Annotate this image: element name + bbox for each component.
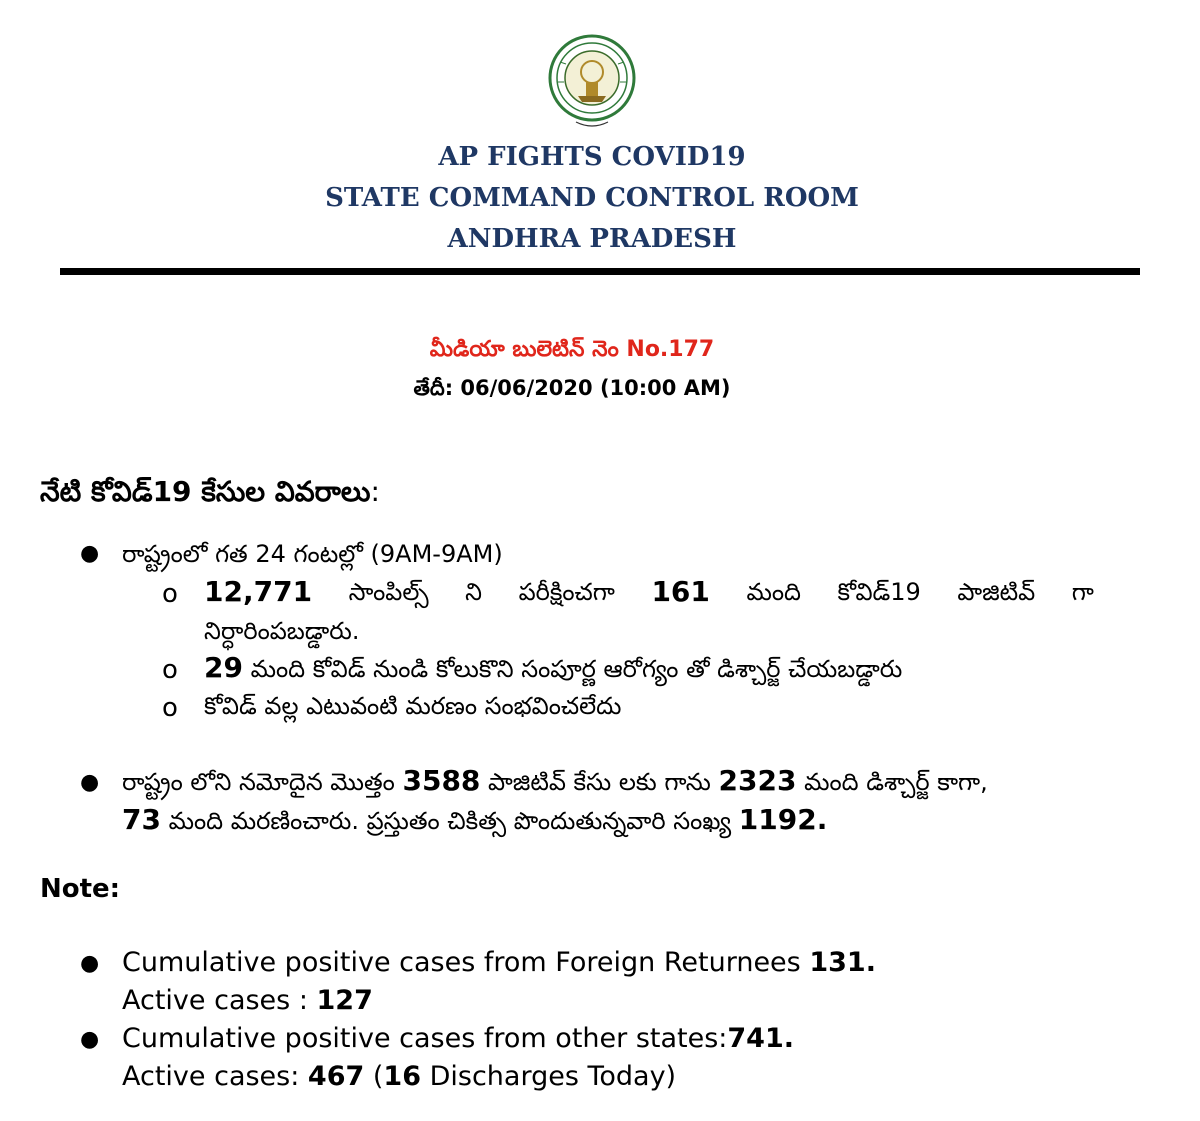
total-positive: 3588 [402, 764, 481, 797]
foreign-text: Cumulative positive cases from Foreign Returnees [122, 947, 810, 978]
cumulative-text-4: మంది మరణించారు. ప్రస్తుతం చికిత్స పొందుతున్నవారి సంఖ్య [160, 807, 739, 835]
foreign-count: 131. [809, 947, 876, 978]
header-line-2: STATE COMMAND CONTROL ROOM [325, 183, 859, 213]
samples-text: సాంపిల్స్ [348, 578, 429, 606]
cumulative-text-2: పాజిటివ్ కేసు లకు గాను [480, 768, 719, 796]
paren-open: ( [364, 1061, 384, 1092]
discharges-today-count: 16 [383, 1061, 421, 1092]
active-under-treatment: 1192. [738, 803, 828, 836]
date-value: : 06/06/2020 (10:00 AM) [444, 376, 731, 400]
total-discharged: 2323 [718, 764, 797, 797]
total-deaths: 73 [122, 803, 161, 836]
bullet-icon: ● [80, 1027, 100, 1052]
no-deaths-text: కోవిడ్ వల్ల ఎటువంటి మరణం సంభవించలేదు [204, 692, 622, 720]
ni-text: ని [465, 578, 483, 606]
header-line-3: ANDHRA PRADESH [447, 224, 737, 254]
last24-samples-line [204, 576, 1094, 608]
states-active-line [122, 1059, 676, 1095]
cumulative-text-3: మంది డిశ్చార్జ్ కాగా, [796, 768, 988, 796]
bullet-icon: ● [80, 770, 100, 795]
confirmed-text: నిర్ధారింపబడ్డారు. [204, 617, 360, 645]
foreign-active-count: 127 [316, 985, 373, 1016]
section-title-part1: నేటి కోవిడ్ [40, 475, 153, 508]
covid-text: కోవిడ్19 [837, 578, 921, 606]
discharged-count: 29 [204, 651, 243, 684]
positive-word: పాజిటివ్ [957, 578, 1036, 606]
date-label: తేదీ [413, 376, 445, 400]
header-divider [60, 268, 1140, 275]
cumulative-text-1: రాష్ట్రం లోని నమోదైన మొత్తం [122, 768, 403, 796]
states-active-count: 467 [307, 1061, 365, 1092]
section-title-colon: : [370, 475, 380, 508]
samples-count: 12,771 [204, 575, 313, 608]
section-title-number: 19 [152, 475, 192, 508]
header-line-1: AP FIGHTS COVID19 [438, 142, 746, 172]
note-label: Note: [40, 874, 121, 904]
cumulative-line-1 [122, 765, 988, 798]
last24-intro: రాష్ట్రంలో గత 24 గంటల్లో (9AM-9AM) [122, 540, 503, 568]
states-text: Cumulative positive cases from other states: [122, 1023, 728, 1054]
ga-text: గా [1071, 578, 1094, 606]
section-title-part2: కేసుల వివరాలు [191, 475, 371, 508]
bullet-icon: ● [80, 951, 100, 976]
andhra-pradesh-emblem-icon [548, 32, 636, 132]
section-title [40, 472, 380, 512]
last24-discharged-line [204, 652, 902, 685]
other-states-line [122, 1021, 794, 1057]
sub-bullet-icon: o [162, 579, 178, 609]
discharges-today-text: Discharges Today) [421, 1061, 677, 1092]
states-count: 741. [727, 1023, 795, 1054]
discharged-text: మంది కోవిడ్ నుండి కోలుకొని సంపూర్ణ ఆరోగ్యం తో డిశ్చార్జ్ చేయబడ్డారు [242, 655, 903, 683]
bullet-icon: ● [80, 541, 100, 566]
mandi-text: మంది [746, 578, 801, 606]
states-active-text: Active cases: [122, 1061, 308, 1092]
sub-bullet-icon: o [162, 693, 178, 723]
positive-count: 161 [651, 575, 710, 608]
cumulative-line-2 [122, 804, 827, 837]
foreign-active-line [122, 983, 373, 1019]
foreign-returnees-line [122, 945, 876, 981]
sub-bullet-icon: o [162, 655, 178, 685]
foreign-active-text: Active cases : [122, 985, 317, 1016]
bulletin-title: మీడియా బులెటిన్ నెం No.177 [429, 337, 715, 362]
bulletin-date [0, 372, 1144, 404]
tested-text: పరీక్షించగా [518, 578, 615, 606]
